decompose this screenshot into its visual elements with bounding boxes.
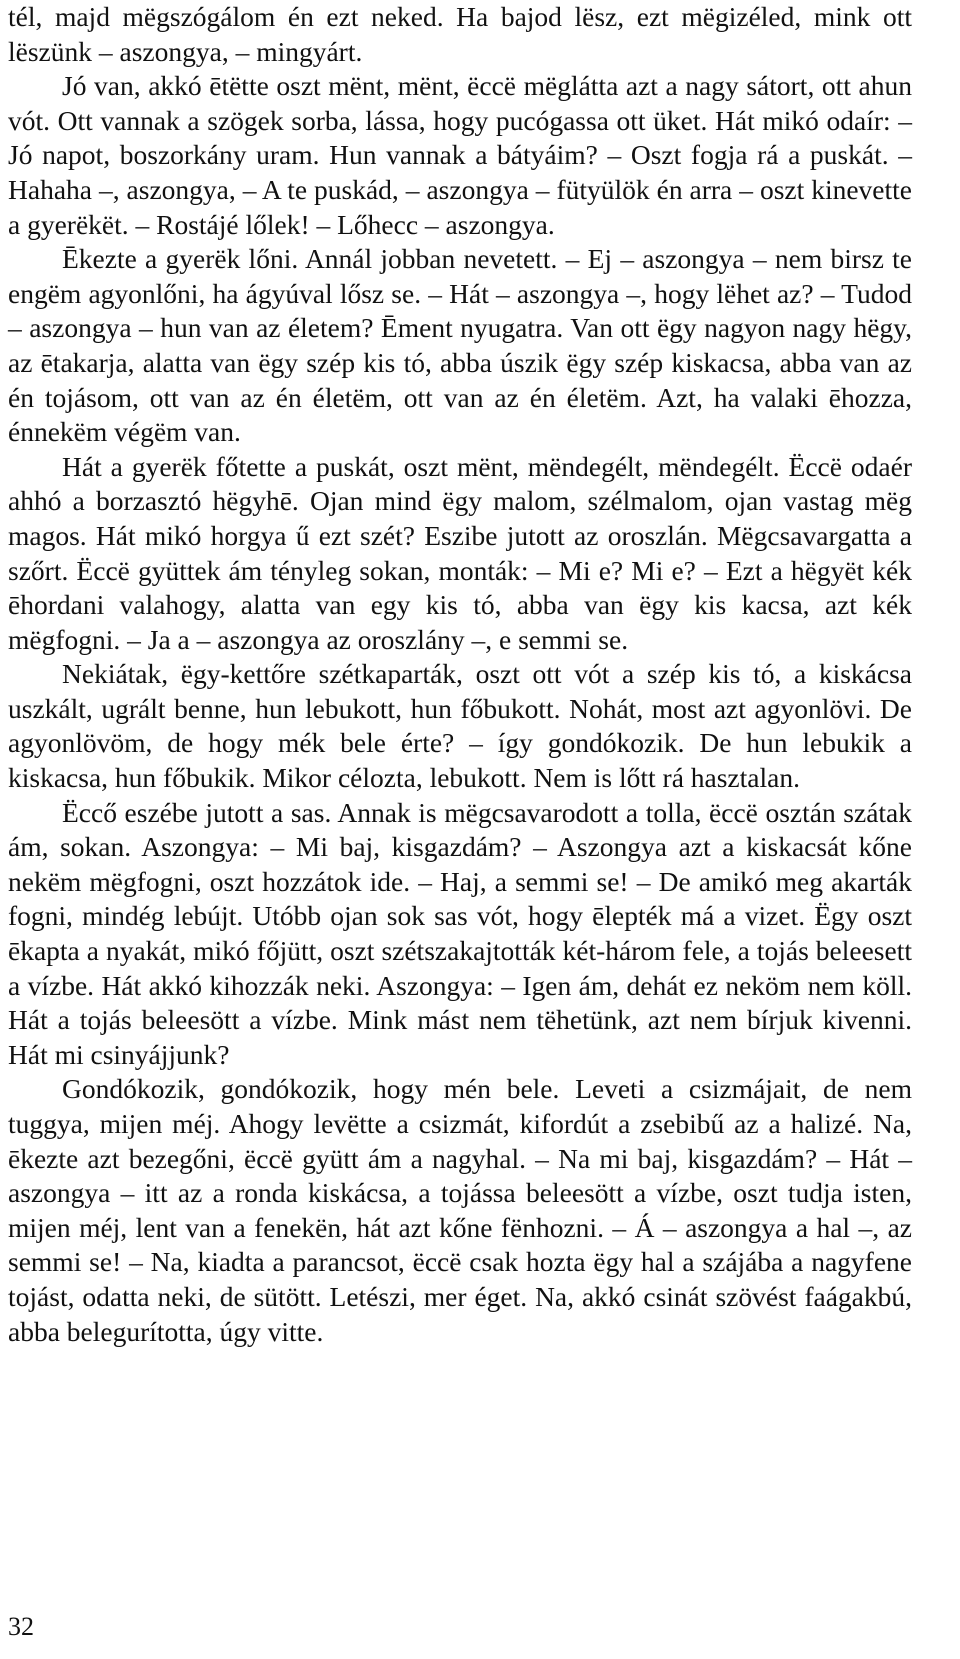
page-number: 32: [8, 1612, 34, 1641]
paragraph: Gondókozik, gondókozik, hogy mén bele. Leveti a csizmájait, de nem tuggya, mijen méj. Ahogy levëtte a csizmát, kifordút a zsebibű az a halizé. Na, ēkezte azt bezegőni, ëccë gyütt ám a nagyhal. – Na mi baj, kisgazdám? – Hát – aszongya – itt az a ronda kiskácsa, a tojássa beleesött a vízbe, oszt tudja isten, mijen méj, lent van a fenekën, hát azt kőne fënhozni. – Á – aszongya a hal –, az semmi se! – Na, kiadta a parancsot, ëccë csak hozta ëgy hal a szájába a nagyfene tojást, odatta neki, de sütött. Letészi, mer éget. Na, akkó csinát szövést faágakbú, abba belegurította, úgy vitte.: [8, 1073, 912, 1347]
paragraph: tél, majd mëgszógálom én ezt neked. Ha bajod lësz, ezt mëgizéled, mink ott lëszünk – aszongya, – mingyárt.: [8, 1, 912, 67]
paragraph: Hát a gyerëk főtette a puskát, oszt mënt, mëndegélt, mëndegélt. Ëccë odaér ahhó a borzasztó hëgyhē. Ojan mind ëgy malom, szélmalom, ojan vastag mëg magos. Hát mikó horgya ű ezt szét? Eszibe jutott az oroszlán. Mëgcsavargatta a szőrt. Ëccë gyüttek ám tényleg sokan, monták: – Mi e? Mi e? – Ezt a hëgyët kék ēhordani valahogy, alatta van egy kis tó, abba van ëgy kis kacsa, azt kék mëgfogni. – Ja a – aszongya az oroszlány –, e semmi se.: [8, 450, 912, 655]
paragraph: Ēkezte a gyerëk lőni. Annál jobban nevetett. – Ej – aszongya – nem birsz te engëm agyonlőni, ha ágyúval lősz se. – Hát – aszongya –, hogy lëhet az? – Tudod – aszongya – hun van az életem? Ēment nyugatra. Van ott ëgy nagyon nagy hëgy, az ētakarja, alatta van ëgy szép kis tó, abba úszik ëgy szép kiskacsa, abba van az én tojásom, ott van az én életëm, ott van az én életëm. Azt, ha valaki ēhozza, énnekëm végëm van.: [8, 243, 912, 448]
paragraph: Ëccő eszébe jutott a sas. Annak is mëgcsavarodott a tolla, ëccë osztán szátak ám, sokan. Aszongya: – Mi baj, kisgazdám? – Aszongya azt a kiskacsát kőne nekëm mëgfogni, oszt hozzátok ide. – Haj, a semmi se! – De amikó meg akarták fogni, mindég lebújt. Utóbb ojan sok sas vót, hogy ēlepték má a vizet. Ëgy oszt ēkapta a nyakát, mikó főjütt, oszt szétszakajtották két-három fele, a tojás beleesett a vízbe. Hát akkó kihozzák neki. Aszongya: – Igen ám, dehát ez neköm nem köll. Hát a tojás beleesött a vízbe. Mink mást nem tëhetünk, azt nem bírjuk kivenni. Hát mi csinyájjunk?: [8, 796, 912, 1070]
paragraph: Nekiátak, ëgy-kettőre szétkaparták, oszt ott vót a szép kis tó, a kiskácsa uszkált, ugrált benne, hun lebukott, hun főbukott. Nohát, most azt agyonlövi. De agyonlövöm, de hogy mék bele érte? – így gondókozik. De hun lebukik a kiskacsa, hun főbukik. Mikor célozta, lebukott. Nem is lőtt rá hasztalan.: [8, 658, 912, 794]
paragraph: Jó van, akkó ētëtte oszt mënt, mënt, ëccë mëglátta azt a nagy sátort, ott ahun vót. Ott vannak a szögek sorba, lássa, hogy pucógassa ott üket. Hát mikó odaír: – Jó napot, boszorkány uram. Hun vannak a bátyáim? – Oszt fogja rá a puskát. – Hahaha –, aszongya, – A te puskád, – aszongya – fütyülök én arra – oszt kinevette a gyerëkët. – Rostájé lőlek! – Lőhecc – aszongya.: [8, 70, 912, 240]
book-page: [8, 0, 912, 1349]
